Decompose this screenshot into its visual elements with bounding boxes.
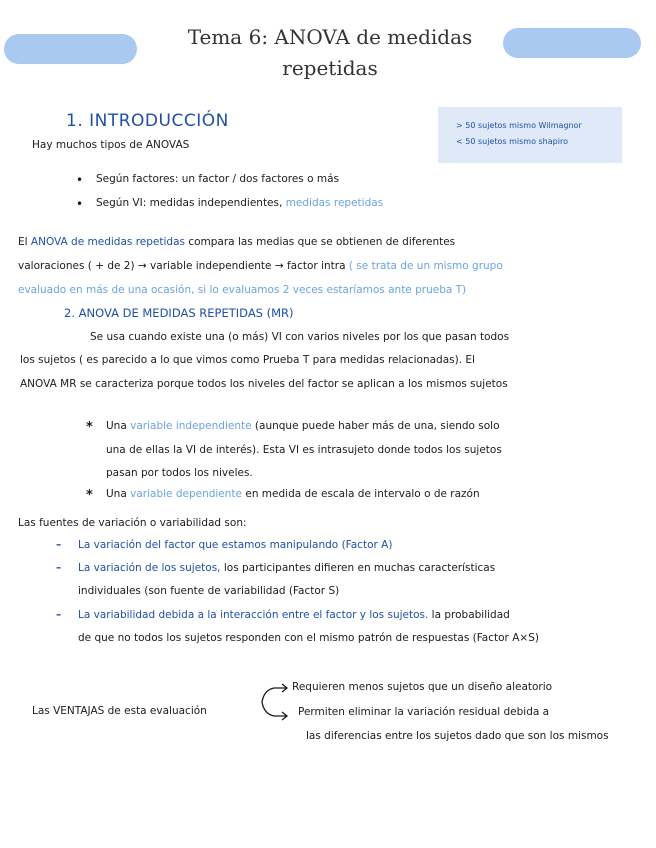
bullet-vi-text: Según VI: medidas independientes,	[96, 197, 283, 209]
note-box	[438, 107, 622, 163]
para1-el: El	[18, 236, 28, 248]
decorative-pill-right	[503, 28, 641, 58]
section2-line2: los sujetos ( es parecido a lo que vimos como Prueba T para medidas relacionadas). El	[20, 354, 475, 366]
star2-highlight: variable dependiente	[130, 488, 243, 500]
intro-text: Hay muchos tipos de ANOVAS	[32, 139, 190, 151]
source-factor-a: – La variación del factor que estamos manipulando (Factor A)	[78, 539, 392, 551]
source-sujetos-line2: individuales (son fuente de variabilidad (Factor S)	[78, 585, 340, 597]
star1-line3: pasan por todos los niveles.	[106, 467, 253, 479]
source-sujetos	[78, 562, 495, 574]
source-interaccion	[78, 609, 510, 621]
star-item-vi	[106, 420, 500, 432]
note-line-1: > 50 sujetos mismo Wilmagnor	[456, 121, 582, 130]
brace-arrow-icon	[256, 680, 290, 724]
para1-line2-highlight: ( se trata de un mismo grupo	[348, 260, 503, 272]
advantage-1: Requieren menos sujetos que un diseño aleatorio	[292, 681, 553, 693]
advantage-2: Permiten eliminar la variación residual debida a	[298, 706, 550, 718]
para1-line1	[18, 236, 455, 248]
para1-anova-highlight: ANOVA de medidas repetidas	[30, 236, 185, 248]
star1-una: Una	[106, 420, 127, 432]
star1-line2: una de ellas la VI de interés). Esta VI es intrasujeto donde todos los sujetos	[106, 444, 502, 456]
sources-intro: Las fuentes de variación o variabilidad son:	[18, 517, 247, 529]
para1-line2-text: valoraciones ( + de 2) → variable independiente → factor intra	[18, 260, 346, 272]
para1-line3: evaluado en más de una ocasión, si lo evaluamos 2 veces estaríamos ante prueba T)	[18, 284, 467, 296]
advantages-label: Las VENTAJAS de esta evaluación	[32, 705, 207, 717]
source-sujetos-highlight: La variación de los sujetos,	[78, 562, 221, 574]
star1-highlight: variable independiente	[130, 420, 252, 432]
star2-una: Una	[106, 488, 127, 500]
section2-line1: Se usa cuando existe una (o más) VI con varios niveles por los que pasan todos	[90, 331, 510, 343]
advantage-3: las diferencias entre los sujetos dado que son los mismos	[306, 730, 609, 742]
bullet-vi-highlight: medidas repetidas	[285, 197, 384, 209]
para1-rest: compara las medias que se obtienen de diferentes	[188, 236, 456, 248]
source-interaccion-line2: de que no todos los sujetos responden con el mismo patrón de respuestas (Factor A×S)	[78, 632, 539, 644]
note-line-2: < 50 sujetos mismo shapiro	[456, 137, 568, 146]
bullet-vi	[96, 197, 383, 209]
decorative-pill-left	[4, 34, 137, 64]
star-item-vd	[106, 488, 480, 500]
section2-line3: ANOVA MR se caracteriza porque todos los niveles del factor se aplican a los mismos sujetos	[20, 378, 508, 390]
page-title: Tema 6: ANOVA de medidas repetidas	[187, 25, 473, 80]
bullet-factores: • Según factores: un factor / dos factores o más	[96, 173, 339, 185]
star1-rest: (aunque puede haber más de una, siendo solo	[254, 420, 500, 432]
source-sujetos-rest: los participantes difieren en muchas características	[223, 562, 496, 574]
section-heading-anova-mr: 2. ANOVA DE MEDIDAS REPETIDAS (MR)	[64, 306, 294, 320]
source-interaccion-rest: la probabilidad	[431, 609, 510, 621]
source-interaccion-highlight: La variabilidad debida a la interacción entre el factor y los sujetos.	[78, 609, 429, 621]
star2-rest: en medida de escala de intervalo o de razón	[245, 488, 480, 500]
section-heading-introduccion: 1. INTRODUCCIÓN	[66, 111, 229, 131]
para1-line2	[18, 260, 503, 272]
